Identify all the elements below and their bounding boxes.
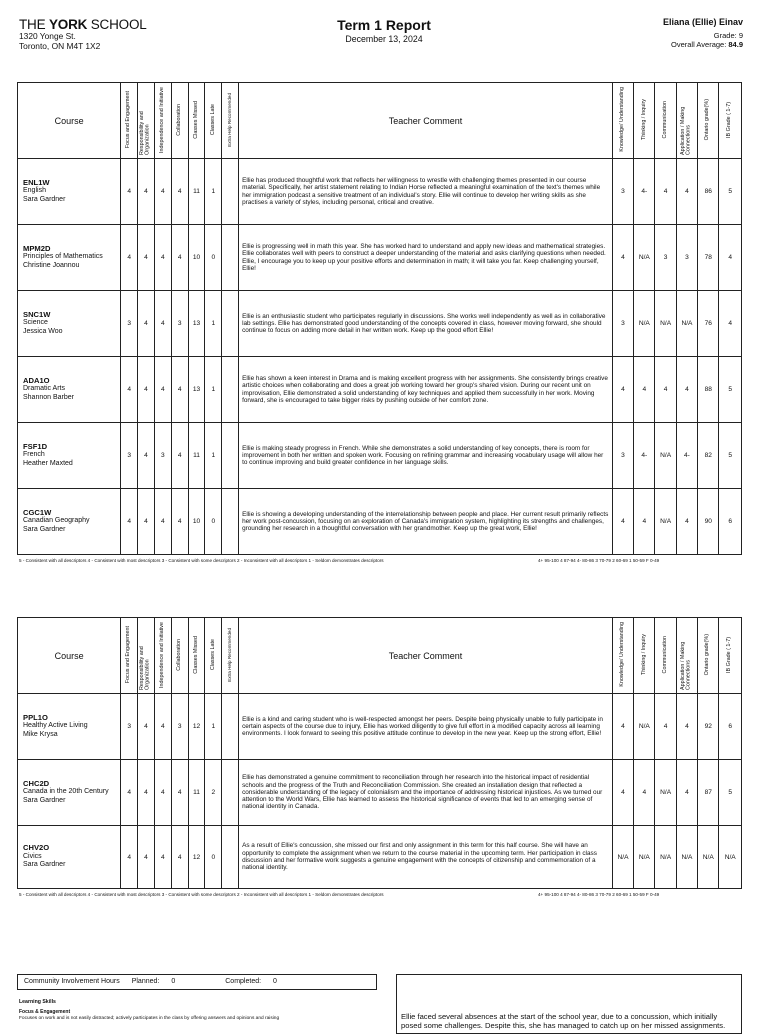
general-comment-box: Ellie faced several absences at the start of the school year, due to a concussion, which initially posed some challenges. Despite this, she has managed to catch up on her missed assignments. (396, 974, 742, 1034)
knowledge-mark: 4 (612, 694, 633, 760)
classes-missed: 11 (188, 760, 205, 826)
column-header-teacher-comment: Teacher Comment (239, 618, 613, 694)
ib-grade: 6 (719, 694, 742, 760)
column-header-focus: Focus and Engagement (121, 83, 138, 159)
course-name: Civics (23, 852, 42, 860)
course-cell (18, 225, 121, 291)
course-row (18, 489, 742, 555)
ontario-grade: 76 (698, 291, 719, 357)
column-header-application: Application / Making Connections (676, 83, 697, 159)
planned-value: 0 (171, 978, 176, 985)
knowledge-mark: N/A (612, 826, 633, 889)
thinking-mark: N/A (634, 291, 655, 357)
learning-skills-description: Focuses on work and is not easily distracted; actively participates in the class by offering answers and opinions and raising (19, 1016, 280, 1021)
column-header-classes-late: Classes Late (205, 618, 222, 694)
knowledge-mark: 3 (612, 291, 633, 357)
course-row (18, 423, 742, 489)
column-header-communication: Communication (655, 618, 676, 694)
column-header-ontario-grade: Ontario grade(%) (698, 618, 719, 694)
knowledge-mark: 3 (612, 423, 633, 489)
average-value: 84.9 (728, 39, 743, 49)
application-mark: 4 (676, 694, 697, 760)
learning-skills-legend: 5 - Consistent with all descriptors 4 - Consistent with most descriptors 3 - Consistent with some descriptors 2 - Inconsistent with all descriptors 1 - Seldom demonstrates descriptors (19, 558, 384, 563)
responsibility-score: 4 (138, 826, 155, 889)
teacher-comment: Ellie is progressing well in math this year. She has worked hard to understand and apply new ideas and mathematical strategies. Ellie collaborates well with peers to construct a deeper understanding of the material and asks clarifying questions when needed. Ellie, I encourage you to keep up your positive efforts and determination in math; it will take you far. Keep challenging yourself, Ellie! (239, 225, 613, 291)
teacher-comment: Ellie is an enthusiastic student who participates regularly in discussions. She works well independently as well as in collaborative lab settings. Ellie has demonstrated good understanding of the concepts covered in class, however moving forward, she should continue to focus on adding more detail in her written work. Keep up the good effort Ellie! (239, 291, 613, 357)
extra-help (222, 694, 239, 760)
course-code: ENL1W (23, 177, 50, 187)
application-mark: 4- (676, 423, 697, 489)
ontario-grade: 78 (698, 225, 719, 291)
collaboration-score: 4 (171, 760, 188, 826)
teacher-comment: Ellie is showing a developing understanding of the interrelationship between people and place. Her current result primarily reflects her work post-concussion, focusing on an exploration of Canada's immigration system, highlighting its strengths and challenges, grounding her research in a thoughtful conversation with her grandmother. Keep up the great work, Ellie! (239, 489, 613, 555)
responsibility-score: 4 (138, 423, 155, 489)
ib-grade: 5 (719, 159, 742, 225)
communication-mark: N/A (655, 291, 676, 357)
thinking-mark: N/A (634, 694, 655, 760)
teacher-comment: Ellie has shown a keen interest in Drama and is making excellent progress with her assignments. She consistently brings creative artistic choices when collaborating and does a great job working toward her group's shared vision. During our recent unit on improvisation, Ellie demonstrated a solid understanding of key techniques and applied them successfully in her work. Moving forward, she is encouraged to take bigger risks by pushing outside of her comfort zone. (239, 357, 613, 423)
course-name: Principles of Mathematics (23, 253, 103, 261)
communication-mark: 3 (655, 225, 676, 291)
course-name: English (23, 187, 46, 195)
teacher-comment: Ellie is a kind and caring student who is well-respected amongst her peers. Despite being physically unable to fully participate in certain aspects of the course due to injury, Ellie has worked diligently to give full effort in a modified capacity across all learning environments. I look forward to seeing this positive attitude continue to develop in the new year. Keep up the strong effort, Ellie! (239, 694, 613, 760)
classes-late: 0 (205, 826, 222, 889)
column-header-ontario-grade: Ontario grade(%) (698, 83, 719, 159)
ontario-grade: 86 (698, 159, 719, 225)
classes-late: 0 (205, 225, 222, 291)
column-header-extra-help: Extra Help Recommended (222, 618, 239, 694)
teacher-comment: As a result of Ellie's concussion, she missed our first and only assignment in this term for this half course. She will have an opportunity to complete the assignment when we return to the course material in the upcoming term. Her participation in class discussion and her formative work suggests a genuine engagement with the concepts of citizenship and commemoration of a national identity. (239, 826, 613, 889)
column-header-application: Application / Making Connections (676, 618, 697, 694)
community-label: Community Involvement Hours (24, 978, 120, 985)
extra-help (222, 826, 239, 889)
ib-grade: 4 (719, 291, 742, 357)
responsibility-score: 4 (138, 357, 155, 423)
ib-grade: 4 (719, 225, 742, 291)
classes-missed: 11 (188, 423, 205, 489)
grade-label: Grade: (713, 31, 737, 40)
independence-score: 4 (154, 357, 171, 423)
classes-missed: 10 (188, 225, 205, 291)
course-cell (18, 826, 121, 889)
column-header-knowledge: Knowledge/ Understanding (612, 83, 633, 159)
collaboration-score: 3 (171, 694, 188, 760)
communication-mark: 4 (655, 159, 676, 225)
classes-missed: 10 (188, 489, 205, 555)
student-name: Eliana (Ellie) Einav (662, 17, 743, 27)
focus-score: 4 (121, 357, 138, 423)
column-header-independence: Independence and Initiative (154, 618, 171, 694)
classes-late: 0 (205, 489, 222, 555)
course-code: FSF1D (23, 441, 48, 451)
focus-score: 3 (121, 423, 138, 489)
column-header-independence: Independence and Initiative (154, 83, 171, 159)
header-row (18, 83, 742, 159)
independence-score: 4 (154, 291, 171, 357)
collaboration-score: 4 (171, 826, 188, 889)
knowledge-mark: 4 (612, 760, 633, 826)
responsibility-score: 4 (138, 159, 155, 225)
classes-missed: 13 (188, 357, 205, 423)
independence-score: 4 (154, 225, 171, 291)
course-code: CGC1W (23, 507, 52, 517)
application-mark: 4 (676, 159, 697, 225)
column-header-teacher-comment: Teacher Comment (239, 83, 613, 159)
classes-missed: 12 (188, 694, 205, 760)
focus-score: 3 (121, 291, 138, 357)
grade-value: 9 (738, 31, 743, 40)
completed-value: 0 (273, 978, 277, 985)
teacher-comment: Ellie is making steady progress in French. While she demonstrates a solid understanding of key concepts, there is room for improvement in both her written and spoken work. Focusing on refining grammar and increasing vocabulary usage will allow her to continue improving and build greater confidence in her language skills. (239, 423, 613, 489)
classes-late: 1 (205, 694, 222, 760)
classes-missed: 13 (188, 291, 205, 357)
extra-help (222, 489, 239, 555)
column-header-focus: Focus and Engagement (121, 618, 138, 694)
course-cell (18, 291, 121, 357)
extra-help (222, 159, 239, 225)
course-teacher: Shannon Barber (23, 393, 74, 401)
classes-late: 1 (205, 423, 222, 489)
report-table-1 (17, 82, 742, 555)
focus-score: 4 (121, 826, 138, 889)
ontario-grade: N/A (698, 826, 719, 889)
ontario-grade: 82 (698, 423, 719, 489)
course-row (18, 291, 742, 357)
focus-score: 4 (121, 489, 138, 555)
teacher-comment: Ellie has demonstrated a genuine commitment to reconciliation through her research into the historical impact of residential schools and the progress of the Truth and Reconciliation Commission. She created an installation design that reflected a considerable understanding of the legacy of colonialism and the importance of addressing historical injustices. As we turned our attention to the World Wars, Ellie has learned to assess the historical significance of events that led to an emerging sense of national identity in Canada. (239, 760, 613, 826)
communication-mark: 4 (655, 357, 676, 423)
column-header-communication: Communication (655, 83, 676, 159)
collaboration-score: 4 (171, 489, 188, 555)
thinking-mark: 4 (634, 760, 655, 826)
collaboration-score: 4 (171, 225, 188, 291)
independence-score: 4 (154, 826, 171, 889)
course-teacher: Heather Maxted (23, 459, 73, 467)
grade-scale: 4+ 95-100 4 87-94 4- 80-86 3 70-79 2 60-69 1 50-59 F 0-49 (538, 892, 660, 897)
column-header-course: Course (18, 83, 121, 159)
responsibility-score: 4 (138, 760, 155, 826)
course-row (18, 357, 742, 423)
classes-late: 2 (205, 760, 222, 826)
application-mark: 3 (676, 225, 697, 291)
course-teacher: Sara Gardner (23, 525, 66, 533)
communication-mark: N/A (655, 423, 676, 489)
course-name: Science (23, 319, 48, 327)
course-cell (18, 694, 121, 760)
column-header-knowledge: Knowledge/ Understanding (612, 618, 633, 694)
thinking-mark: 4- (634, 423, 655, 489)
communication-mark: N/A (655, 489, 676, 555)
independence-score: 3 (154, 423, 171, 489)
column-header-responsibility: Responsibility and Organization (138, 618, 155, 694)
course-teacher: Mike Krysa (23, 730, 58, 738)
thinking-mark: N/A (634, 225, 655, 291)
course-cell (18, 159, 121, 225)
course-code: ADA1O (23, 375, 50, 385)
focus-score: 4 (121, 760, 138, 826)
knowledge-mark: 4 (612, 357, 633, 423)
course-teacher: Sara Gardner (23, 796, 66, 804)
column-header-classes-missed: Classes Missed (188, 618, 205, 694)
classes-missed: 12 (188, 826, 205, 889)
focus-score: 4 (121, 159, 138, 225)
knowledge-mark: 3 (612, 159, 633, 225)
extra-help (222, 357, 239, 423)
responsibility-score: 4 (138, 489, 155, 555)
address-line-2: Toronto, ON M4T 1X2 (19, 41, 101, 51)
classes-missed: 11 (188, 159, 205, 225)
grade-summary (671, 32, 743, 49)
course-code: CHC2D (23, 778, 50, 788)
column-header-classes-late: Classes Late (205, 83, 222, 159)
knowledge-mark: 4 (612, 489, 633, 555)
course-teacher: Jessica Woo (23, 327, 63, 335)
thinking-mark: 4 (634, 489, 655, 555)
planned-label: Planned: (131, 978, 160, 985)
school-logo: THE YORK SCHOOL (19, 17, 147, 32)
course-code: SNC1W (23, 309, 51, 319)
ontario-grade: 87 (698, 760, 719, 826)
independence-score: 4 (154, 159, 171, 225)
responsibility-score: 4 (138, 291, 155, 357)
extra-help (222, 291, 239, 357)
report-table-2 (17, 617, 742, 889)
grade-scale: 4+ 95-100 4 87-94 4- 80-86 3 70-79 2 60-69 1 50-59 F 0-49 (538, 558, 660, 563)
collaboration-score: 3 (171, 291, 188, 357)
focus-score: 4 (121, 225, 138, 291)
application-mark: N/A (676, 826, 697, 889)
report-title: Term 1 Report (337, 17, 431, 33)
focus-score: 3 (121, 694, 138, 760)
ontario-grade: 90 (698, 489, 719, 555)
course-cell (18, 357, 121, 423)
learning-skills-title: Learning Skills (19, 999, 56, 1005)
collaboration-score: 4 (171, 357, 188, 423)
average-label: Overall Average: (670, 39, 727, 49)
course-code: MPM2D (23, 243, 51, 253)
column-header-course: Course (18, 618, 121, 694)
independence-score: 4 (154, 760, 171, 826)
communication-mark: N/A (655, 760, 676, 826)
thinking-mark: 4 (634, 357, 655, 423)
ib-grade: N/A (719, 826, 742, 889)
classes-late: 1 (205, 159, 222, 225)
course-name: Dramatic Arts (23, 385, 66, 393)
collaboration-score: 4 (171, 159, 188, 225)
course-cell (18, 489, 121, 555)
course-name: Canadian Geography (23, 517, 90, 525)
address-line-1: 1320 Yonge St. (19, 31, 76, 41)
course-cell (18, 760, 121, 826)
thinking-mark: 4- (634, 159, 655, 225)
extra-help (222, 760, 239, 826)
ontario-grade: 88 (698, 357, 719, 423)
responsibility-score: 4 (138, 225, 155, 291)
column-header-collaboration: Collaboration (171, 618, 188, 694)
teacher-comment: Ellie has produced thoughtful work that reflects her willingness to wrestle with challenging themes presented in our course material. Specifically, her artist statement relating to Indian Horse reflected a meaningful examination of the text's themes while her immigration podcast a sensitive treatment of an individual's story. Ellie will continue to develop her writing skills as she practises a variety of styles, including personal, critical and creative. (239, 159, 613, 225)
column-header-classes-missed: Classes Missed (188, 83, 205, 159)
course-code: PPL1O (23, 712, 48, 722)
column-header-responsibility: Responsibility and Organization (138, 83, 155, 159)
communication-mark: 4 (655, 694, 676, 760)
responsibility-score: 4 (138, 694, 155, 760)
column-header-ib-grade: IB Grade ( 1-7) (719, 83, 742, 159)
application-mark: N/A (676, 291, 697, 357)
course-teacher: Christine Joannou (23, 261, 80, 269)
independence-score: 4 (154, 489, 171, 555)
extra-help (222, 225, 239, 291)
course-code: CHV2O (23, 843, 50, 853)
independence-score: 4 (154, 694, 171, 760)
application-mark: 4 (676, 760, 697, 826)
learning-skills-subtitle: Focus & Engagement (19, 1009, 71, 1015)
course-name: Healthy Active Living (23, 722, 88, 730)
community-hours (17, 974, 377, 990)
learning-skills-legend: 5 - Consistent with all descriptors 4 - Consistent with most descriptors 3 - Consistent with some descriptors 2 - Inconsistent with all descriptors 1 - Seldom demonstrates descriptors (19, 892, 384, 897)
course-name: Canada in the 20th Century (23, 788, 109, 796)
ib-grade: 5 (719, 760, 742, 826)
column-header-thinking: Thinking / Inquiry (634, 83, 655, 159)
header-row (18, 618, 742, 694)
classes-late: 1 (205, 291, 222, 357)
ib-grade: 6 (719, 489, 742, 555)
course-row (18, 694, 742, 760)
course-teacher: Sara Gardner (23, 861, 66, 869)
course-row (18, 760, 742, 826)
application-mark: 4 (676, 357, 697, 423)
ib-grade: 5 (719, 357, 742, 423)
extra-help (222, 423, 239, 489)
course-row (18, 225, 742, 291)
course-teacher: Sara Gardner (23, 195, 66, 203)
course-name: French (23, 451, 45, 459)
ib-grade: 5 (719, 423, 742, 489)
ontario-grade: 92 (698, 694, 719, 760)
report-date: December 13, 2024 (345, 34, 423, 44)
column-header-collaboration: Collaboration (171, 83, 188, 159)
completed-label: Completed: (225, 978, 262, 985)
thinking-mark: N/A (634, 826, 655, 889)
column-header-thinking: Thinking / Inquiry (634, 618, 655, 694)
classes-late: 1 (205, 357, 222, 423)
communication-mark: N/A (655, 826, 676, 889)
application-mark: 4 (676, 489, 697, 555)
course-row (18, 159, 742, 225)
knowledge-mark: 4 (612, 225, 633, 291)
course-row (18, 826, 742, 889)
course-cell (18, 423, 121, 489)
column-header-ib-grade: IB Grade ( 1-7) (719, 618, 742, 694)
collaboration-score: 4 (171, 423, 188, 489)
column-header-extra-help: Extra Help Recommended (222, 83, 239, 159)
